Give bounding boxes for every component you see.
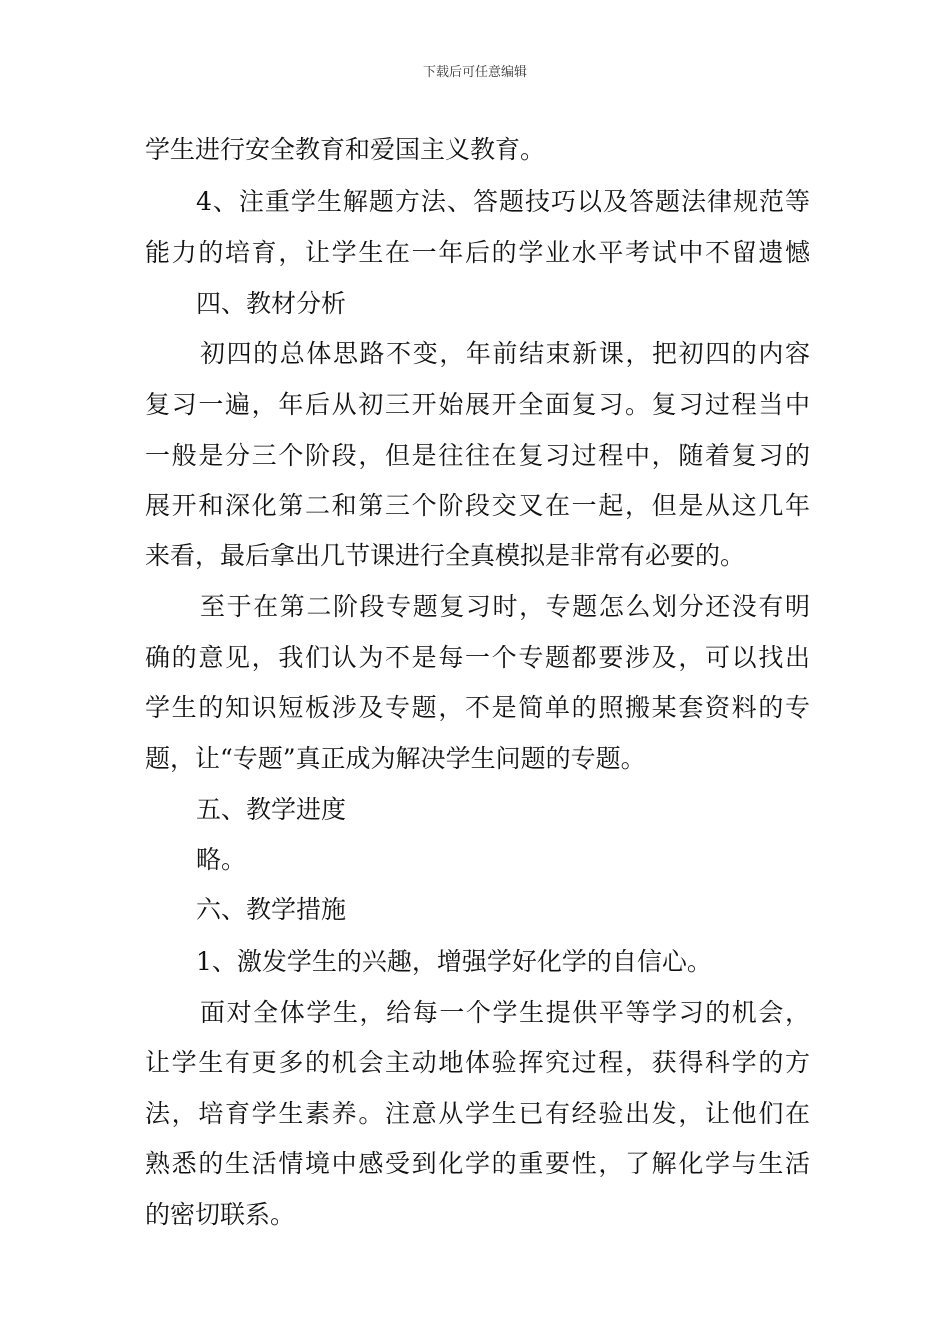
text-line: 来看，最后拿出几节课进行全真模拟是非常有必要的。 xyxy=(145,541,746,570)
text-line: 初四的总体思路不变，年前结束新课，把初四的内容 xyxy=(200,339,810,368)
text-line: 4、注重学生解题方法、答题技巧以及答题法律规范等 xyxy=(196,187,810,216)
text-line: 展开和深化第二和第三个阶段交叉在一起，但是从这几年 xyxy=(145,491,810,520)
text-line: 学生的知识短板涉及专题，不是简单的照搬某套资料的专 xyxy=(145,693,810,722)
text-line: 面对全体学生，给每一个学生提供平等学习的机会， xyxy=(200,998,810,1027)
text-line: 一般是分三个阶段，但是往往在复习过程中，随着复习的 xyxy=(145,441,810,470)
text-line: 让学生有更多的机会主动地体验挥究过程，获得科学的方 xyxy=(145,1048,810,1077)
text-line: 确的意见，我们认为不是每一个专题都要涉及，可以找出 xyxy=(145,643,810,672)
text-line: 熟悉的生活情境中感受到化学的重要性，了解化学与生活 xyxy=(145,1149,810,1178)
text-line: 学生进行安全教育和爱国主义教育。 xyxy=(145,135,546,164)
text-line: 能力的培育，让学生在一年后的学业水平考试中不留遗憾 xyxy=(145,238,810,267)
text-line: 复习一遍，年后从初三开始展开全面复习。复习过程当中 xyxy=(145,390,810,419)
text-line: 至于在第二阶段专题复习时，专题怎么划分还没有明 xyxy=(200,592,810,621)
section-heading: 六、教学措施 xyxy=(196,895,347,924)
page-header-note: 下载后可任意编辑 xyxy=(422,65,527,80)
text-line: 1、激发学生的兴趣，增强学好化学的自信心。 xyxy=(196,947,712,976)
text-line: 题，让“专题”真正成为解决学生问题的专题。 xyxy=(145,744,646,773)
text-line: 法，培育学生素养。注意从学生已有经验出发，让他们在 xyxy=(145,1099,810,1128)
section-heading: 四、教材分析 xyxy=(196,289,347,318)
text-line: 略。 xyxy=(196,845,247,874)
section-heading: 五、教学进度 xyxy=(196,795,347,824)
text-line: 的密切联系。 xyxy=(145,1200,296,1229)
